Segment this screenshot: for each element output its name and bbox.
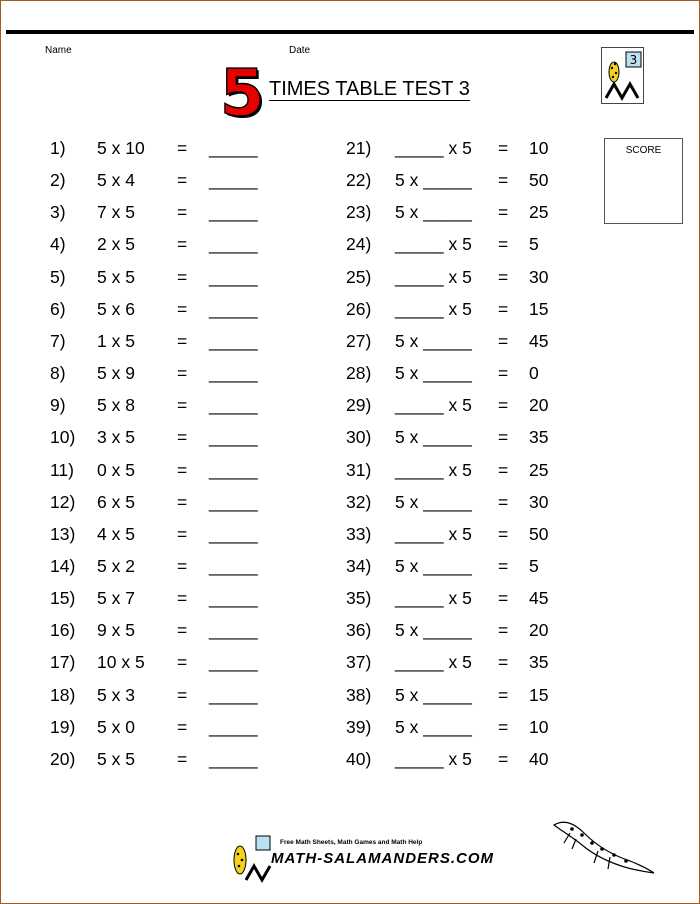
question-row (0, 747, 700, 771)
equals-sign: = (177, 588, 188, 609)
question-row (0, 361, 700, 385)
question-expression: _____ x 5 (395, 588, 472, 609)
question-expression: 7 x 5 (97, 202, 135, 223)
equals-sign: = (177, 491, 188, 512)
equals-sign: = (498, 363, 509, 384)
big-number: 5 (220, 57, 265, 131)
question-number: 5) (50, 266, 66, 287)
question-expression: _____ x 5 (395, 395, 472, 416)
question-number: 40) (346, 748, 372, 769)
question-number: 11) (50, 459, 74, 480)
question-answer: _____ (209, 298, 258, 319)
equals-sign: = (177, 523, 188, 544)
question-expression: 5 x _____ (395, 363, 472, 384)
question-answer: _____ (209, 748, 258, 769)
question-number: 28) (346, 363, 372, 384)
question-answer: _____ (209, 620, 258, 641)
question-answer: 50 (529, 523, 549, 544)
equals-sign: = (498, 620, 509, 641)
question-expression: 5 x 3 (97, 684, 135, 705)
question-row (0, 618, 700, 642)
footer-tagline: Free Math Sheets, Math Games and Math Help (280, 839, 423, 846)
question-answer: _____ (209, 202, 258, 223)
equals-sign: = (177, 427, 188, 448)
question-number: 10) (50, 427, 76, 448)
question-number: 38) (346, 684, 372, 705)
question-answer: 10 (529, 138, 549, 158)
question-number: 14) (50, 555, 76, 576)
question-expression: 5 x 6 (97, 298, 135, 319)
question-expression: 5 x 8 (97, 395, 135, 416)
question-answer: 0 (529, 363, 539, 384)
question-expression: 5 x 4 (97, 170, 135, 191)
question-answer: _____ (209, 523, 258, 544)
question-number: 33) (346, 523, 372, 544)
question-expression: 5 x _____ (395, 620, 472, 641)
equals-sign: = (498, 266, 509, 287)
question-number: 6) (50, 298, 66, 319)
question-answer: 30 (529, 491, 549, 512)
question-expression: _____ x 5 (395, 298, 472, 319)
equals-sign: = (177, 620, 188, 641)
question-expression: 5 x _____ (395, 491, 472, 512)
equals-sign: = (498, 395, 509, 416)
question-expression: 5 x 10 (97, 138, 145, 158)
question-answer: _____ (209, 652, 258, 673)
question-answer: _____ (209, 427, 258, 448)
equals-sign: = (498, 716, 509, 737)
question-answer: 5 (529, 234, 539, 255)
question-expression: _____ x 5 (395, 652, 472, 673)
question-number: 23) (346, 202, 372, 223)
top-rule (6, 30, 694, 34)
question-answer: _____ (209, 588, 258, 609)
question-expression: _____ x 5 (395, 523, 472, 544)
question-row (0, 168, 700, 192)
question-expression: 6 x 5 (97, 491, 135, 512)
footer-site: MATH-SALAMANDERS.COM (271, 850, 495, 867)
question-answer: 20 (529, 395, 549, 416)
question-row (0, 393, 700, 417)
equals-sign: = (177, 748, 188, 769)
question-number: 22) (346, 170, 372, 191)
question-expression: 5 x 5 (97, 748, 135, 769)
question-row (0, 425, 700, 449)
question-answer: 40 (529, 748, 549, 769)
question-expression: 1 x 5 (97, 330, 135, 351)
question-answer: 25 (529, 202, 549, 223)
question-expression: 2 x 5 (97, 234, 135, 255)
question-row (0, 232, 700, 256)
question-answer: 5 (529, 555, 539, 576)
question-expression: _____ x 5 (395, 748, 472, 769)
question-expression: 0 x 5 (97, 459, 135, 480)
question-answer: 25 (529, 459, 549, 480)
question-number: 32) (346, 491, 372, 512)
equals-sign: = (177, 716, 188, 737)
question-number: 18) (50, 684, 76, 705)
salamander-logo (601, 47, 644, 104)
equals-sign: = (498, 138, 509, 158)
logo-number: 3 (629, 53, 638, 67)
equals-sign: = (498, 748, 509, 769)
question-expression: 4 x 5 (97, 523, 135, 544)
question-number: 13) (50, 523, 76, 544)
question-answer: 35 (529, 652, 549, 673)
equals-sign: = (177, 266, 188, 287)
equals-sign: = (498, 523, 509, 544)
question-expression: 5 x _____ (395, 170, 472, 191)
question-number: 20) (50, 748, 76, 769)
equals-sign: = (177, 138, 188, 158)
question-number: 19) (50, 716, 76, 737)
footer-salamander-icon (228, 834, 272, 884)
question-answer: _____ (209, 138, 258, 158)
question-row (0, 490, 700, 514)
equals-sign: = (177, 459, 188, 480)
question-answer: 15 (529, 298, 549, 319)
question-row (0, 136, 700, 160)
question-number: 29) (346, 395, 372, 416)
question-number: 4) (50, 234, 66, 255)
question-answer: 15 (529, 684, 549, 705)
equals-sign: = (177, 202, 188, 223)
question-number: 17) (50, 652, 76, 673)
question-number: 3) (50, 202, 66, 223)
question-expression: 5 x 7 (97, 588, 135, 609)
date-label: Date (289, 45, 311, 56)
equals-sign: = (177, 395, 188, 416)
question-number: 1) (50, 138, 66, 158)
question-answer: 45 (529, 330, 549, 351)
equals-sign: = (498, 330, 509, 351)
equals-sign: = (177, 234, 188, 255)
question-row (0, 522, 700, 546)
equals-sign: = (498, 652, 509, 673)
question-answer: _____ (209, 555, 258, 576)
question-answer: _____ (209, 716, 258, 737)
question-number: 16) (50, 620, 76, 641)
question-number: 39) (346, 716, 372, 737)
equals-sign: = (177, 170, 188, 191)
question-answer: _____ (209, 266, 258, 287)
question-expression: 5 x _____ (395, 555, 472, 576)
question-expression: 5 x _____ (395, 202, 472, 223)
question-number: 27) (346, 330, 372, 351)
question-row (0, 586, 700, 610)
question-expression: 5 x 5 (97, 266, 135, 287)
equals-sign: = (498, 684, 509, 705)
question-row (0, 650, 700, 674)
question-number: 34) (346, 555, 372, 576)
question-row (0, 683, 700, 707)
question-expression: 5 x 2 (97, 555, 135, 576)
question-expression: 3 x 5 (97, 427, 135, 448)
question-number: 15) (50, 588, 76, 609)
salamander-drawing-icon (550, 815, 656, 881)
question-answer: 45 (529, 588, 549, 609)
question-answer: _____ (209, 395, 258, 416)
question-row (0, 297, 700, 321)
question-number: 2) (50, 170, 66, 191)
question-number: 24) (346, 234, 372, 255)
equals-sign: = (498, 202, 509, 223)
equals-sign: = (177, 363, 188, 384)
question-number: 36) (346, 620, 372, 641)
equals-sign: = (498, 459, 509, 480)
question-number: 30) (346, 427, 372, 448)
question-number: 12) (50, 491, 76, 512)
question-answer: 30 (529, 266, 549, 287)
question-expression: 5 x _____ (395, 330, 472, 351)
equals-sign: = (498, 298, 509, 319)
question-expression: 5 x 9 (97, 363, 135, 384)
question-row (0, 200, 700, 224)
salamander-logo-icon (602, 48, 643, 103)
question-number: 26) (346, 298, 372, 319)
equals-sign: = (498, 491, 509, 512)
question-row (0, 265, 700, 289)
question-number: 21) (346, 138, 372, 158)
equals-sign: = (177, 652, 188, 673)
question-number: 9) (50, 395, 66, 416)
equals-sign: = (498, 588, 509, 609)
question-expression: _____ x 5 (395, 138, 472, 158)
question-number: 37) (346, 652, 372, 673)
equals-sign: = (177, 330, 188, 351)
question-expression: _____ x 5 (395, 459, 472, 480)
equals-sign: = (498, 234, 509, 255)
question-number: 25) (346, 266, 372, 287)
name-label: Name (45, 45, 72, 56)
question-row (0, 329, 700, 353)
equals-sign: = (177, 684, 188, 705)
question-number: 7) (50, 330, 66, 351)
question-expression: 5 x _____ (395, 427, 472, 448)
question-expression: 5 x 0 (97, 716, 135, 737)
question-row (0, 554, 700, 578)
equals-sign: = (498, 170, 509, 191)
question-answer: 20 (529, 620, 549, 641)
question-answer: _____ (209, 491, 258, 512)
question-number: 8) (50, 363, 66, 384)
question-answer: _____ (209, 330, 258, 351)
page-title: TIMES TABLE TEST 3 (269, 78, 470, 100)
question-answer: _____ (209, 684, 258, 705)
question-answer: _____ (209, 459, 258, 480)
question-answer: 35 (529, 427, 549, 448)
question-expression: 5 x _____ (395, 716, 472, 737)
question-expression: _____ x 5 (395, 266, 472, 287)
question-row (0, 458, 700, 482)
question-expression: 5 x _____ (395, 684, 472, 705)
question-number: 35) (346, 588, 372, 609)
equals-sign: = (498, 427, 509, 448)
question-number: 31) (346, 459, 372, 480)
question-answer: _____ (209, 170, 258, 191)
score-label: SCORE (625, 145, 662, 156)
question-answer: _____ (209, 363, 258, 384)
question-expression: _____ x 5 (395, 234, 472, 255)
question-row (0, 715, 700, 739)
equals-sign: = (177, 555, 188, 576)
equals-sign: = (498, 555, 509, 576)
question-answer: 50 (529, 170, 549, 191)
question-answer: 10 (529, 716, 549, 737)
question-answer: _____ (209, 234, 258, 255)
equals-sign: = (177, 298, 188, 319)
question-expression: 9 x 5 (97, 620, 135, 641)
question-expression: 10 x 5 (97, 652, 145, 673)
